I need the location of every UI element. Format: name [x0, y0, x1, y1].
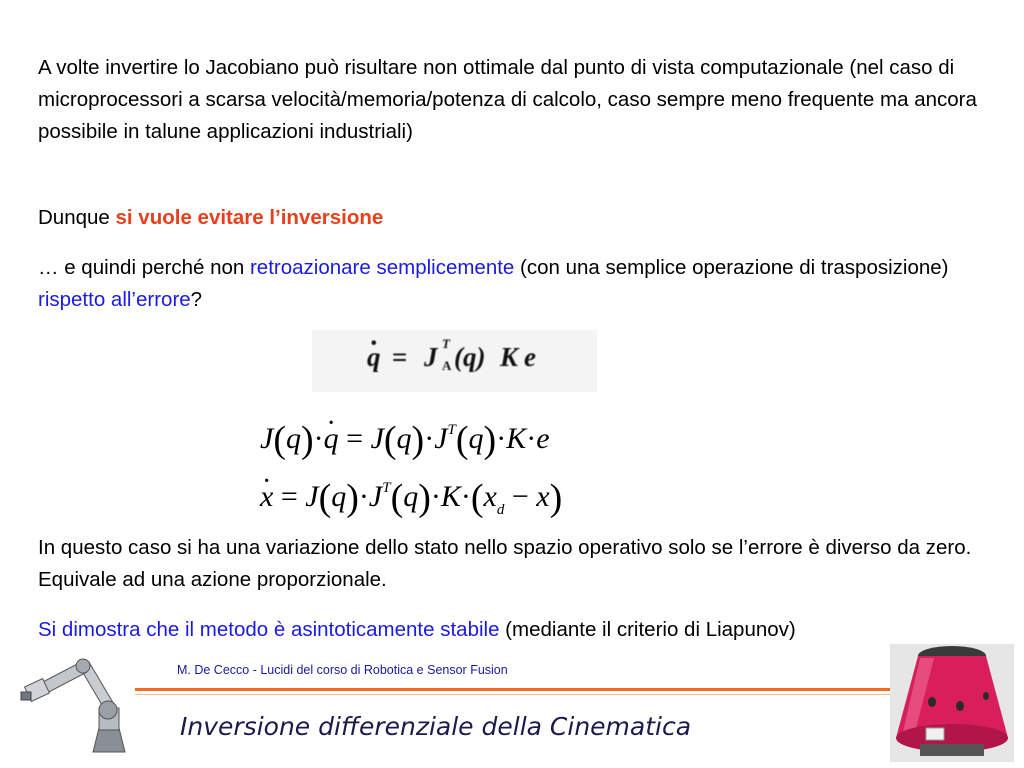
result-paragraph: In questo caso si ha una variazione dello stato nello spazio operativo solo se l’errore è diverso da zero. Equivale ad una azione proporzionale. — [38, 536, 972, 591]
question-mark: ? — [190, 288, 203, 311]
eq1-dot2: · — [424, 422, 435, 455]
eq2-d: d — [496, 502, 505, 518]
formula-J: J — [424, 342, 438, 372]
stability-paragraph — [38, 614, 998, 646]
stability-claim: Si dimostra che il metodo è asintoticamente stabile — [38, 618, 500, 641]
formula-q-dot: q · — [367, 342, 381, 373]
eq1-J2: J — [370, 422, 384, 455]
liapunov-note: (mediante il criterio di Liapunov) — [499, 618, 796, 641]
formula-subscript: A — [442, 358, 452, 373]
eq2-dot3: · — [460, 480, 471, 513]
formula-equals: = — [392, 342, 408, 372]
conclusion-prefix: Dunque — [38, 206, 116, 229]
question-text-1: … e quindi perché non — [38, 256, 250, 279]
eq1-e: e — [536, 422, 550, 455]
eq2-q2: q — [403, 480, 419, 513]
robot-arm-image — [15, 650, 133, 760]
footer-divider — [135, 688, 890, 691]
eq2-J2: J — [368, 480, 383, 513]
eq1-dot: · — [313, 422, 324, 455]
question-paragraph — [38, 252, 998, 316]
eq1-J3: J — [434, 422, 448, 455]
avoid-inversion-highlight: si vuole evitare l’inversione — [115, 206, 384, 229]
eq1-q-dot: q · — [324, 422, 339, 456]
eq2-T: T — [382, 480, 391, 496]
eq2-dot2: · — [430, 480, 441, 513]
eq1-K: K — [506, 422, 527, 455]
eq2-K: K — [440, 480, 461, 513]
eq1-dot3: · — [496, 422, 507, 455]
question-text-2: (con una semplice operazione di trasposizione) — [514, 256, 949, 279]
eq2-q: q — [331, 480, 347, 513]
equation-1: J(q)·q · = $J(q)\cdot J^T(q)\cdot K\cdot e$ — [260, 418, 550, 462]
eq2-J: J — [305, 480, 319, 513]
equation-2: x · = $J(q)\cdot J^T(q)\cdot K\cdot(x_d - x)$ — [260, 476, 562, 520]
eq1-q3: q — [468, 422, 484, 455]
formula-e: e — [524, 342, 536, 372]
error-term: rispetto all’errore — [38, 288, 191, 311]
eq1-q: q — [285, 422, 301, 455]
footer-credit: M. De Cecco - Lucidi del corso di Robotica e Sensor Fusion — [177, 663, 508, 677]
transpose-formula-image — [312, 330, 597, 392]
eq1-dot4: · — [526, 422, 537, 455]
footer-divider-light — [135, 694, 890, 695]
eq1-q2: q — [396, 422, 412, 455]
eq1-T: T — [447, 422, 456, 438]
mobile-robot-image — [890, 644, 1014, 762]
eq2-dot: · — [358, 480, 369, 513]
slide-title: Inversione differenziale della Cinematica — [180, 712, 692, 741]
intro-paragraph: A volte invertire lo Jacobiano può risultare non ottimale dal punto di vista computazionale (nel caso di microprocessori a scarsa velocità/memoria/potenza di calcolo, caso sempre meno frequente ma ancora possibile in talune applicazioni industriali) — [38, 56, 977, 143]
eq1-equals: = — [346, 422, 364, 455]
eq2-equals: = — [280, 480, 298, 513]
eq2-x-dot: x · — [260, 480, 273, 514]
eq2-minus: − — [511, 480, 529, 513]
eq1-J: J — [260, 422, 274, 455]
conclusion-paragraph — [38, 202, 998, 234]
formula-T: T — [442, 336, 450, 351]
formula-argument: (q) — [454, 342, 486, 372]
eq2-x: x — [536, 480, 550, 513]
feedback-term: retroazionare semplicemente — [249, 256, 515, 279]
formula-K: K — [500, 342, 519, 372]
eq2-x-d: x — [483, 480, 497, 513]
